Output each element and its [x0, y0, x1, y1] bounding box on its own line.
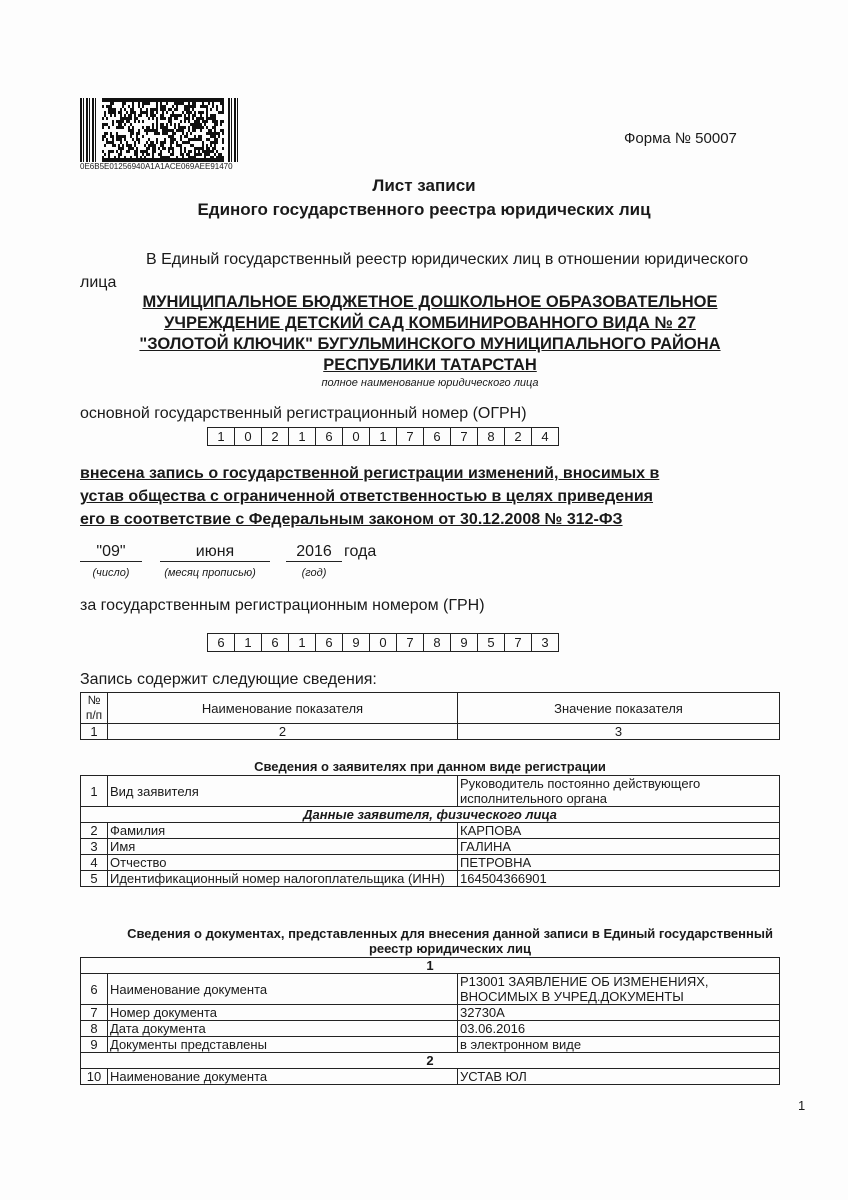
- table-row: [81, 1005, 780, 1021]
- digit-box: 9: [343, 634, 370, 651]
- date-day: "09": [80, 543, 142, 562]
- digit-box: 6: [208, 634, 235, 651]
- entry-line: устав общества с ограниченной ответственностью в целях приведения: [80, 488, 654, 505]
- table-row: [81, 974, 780, 1005]
- documents-table: [80, 957, 780, 1085]
- digit-box: 5: [478, 634, 505, 651]
- row-value: в электронном виде: [458, 1037, 780, 1053]
- contents-label: Запись содержит следующие сведения:: [80, 671, 377, 688]
- table-row: [81, 1037, 780, 1053]
- organization-caption: полное наименование юридического лица: [321, 377, 539, 389]
- row-value: УСТАВ ЮЛ: [458, 1069, 780, 1085]
- digit-box: 3: [541, 635, 549, 650]
- group-label: Данные заявителя, физического лица: [81, 807, 780, 823]
- row-value: 164504366901: [458, 871, 780, 887]
- col-value-header: Значение показателя: [458, 693, 780, 724]
- table-row: [81, 839, 780, 855]
- digit-box: 1: [235, 634, 262, 651]
- digit-box: 2: [262, 428, 289, 445]
- row-label: Номер документа: [108, 1005, 458, 1021]
- table-row: [81, 871, 780, 887]
- digit-box: 8: [424, 634, 451, 651]
- table-row: [81, 855, 780, 871]
- row-label: Наименование документа: [108, 974, 458, 1005]
- ogrn-boxes: [207, 427, 559, 446]
- organization-name: [80, 292, 780, 376]
- page-number: 1: [798, 1098, 806, 1113]
- table-row: [81, 823, 780, 839]
- row-number: 6: [81, 974, 108, 1005]
- row-number: 8: [81, 1021, 108, 1037]
- digit-box: 1: [289, 634, 316, 651]
- org-line: МУНИЦИПАЛЬНОЕ БЮДЖЕТНОЕ ДОШКОЛЬНОЕ ОБРАЗОВАТЕЛЬНОЕ: [142, 293, 718, 311]
- row-number: 10: [81, 1069, 108, 1085]
- col-index: 2: [108, 724, 458, 740]
- title-line2: Единого государственного реестра юридических лиц: [197, 200, 651, 219]
- digit-box: 0: [370, 634, 397, 651]
- applicants-table: [80, 775, 780, 887]
- digit-box: 0: [235, 428, 262, 445]
- group-label: 2: [81, 1053, 780, 1069]
- row-number: 5: [81, 871, 108, 887]
- intro-line1: В Единый государственный реестр юридических лиц в отношении юридического: [146, 251, 749, 268]
- group-row: [81, 1053, 780, 1069]
- table-row: [81, 1069, 780, 1085]
- row-value: Р13001 ЗАЯВЛЕНИЕ ОБ ИЗМЕНЕНИЯХ, ВНОСИМЫХ В УЧРЕД.ДОКУМЕНТЫ: [458, 974, 780, 1005]
- entry-line: его в соответствие с Федеральным законом от 30.12.2008 № 312-ФЗ: [80, 511, 623, 528]
- row-value: 32730А: [458, 1005, 780, 1021]
- row-label: Вид заявителя: [108, 776, 458, 807]
- intro-line2: лица: [80, 274, 117, 291]
- digit-box: 7: [451, 428, 478, 445]
- grn-boxes: [207, 633, 559, 652]
- group-row: [81, 958, 780, 974]
- row-number: 7: [81, 1005, 108, 1021]
- row-value: Руководитель постоянно действующего исполнительного органа: [458, 776, 780, 807]
- org-line: УЧРЕЖДЕНИЕ ДЕТСКИЙ САД КОМБИНИРОВАННОГО ВИДА № 27: [164, 314, 696, 332]
- header-table: [80, 692, 780, 740]
- grn-label: за государственным регистрационным номером (ГРН): [80, 597, 485, 614]
- applicants-title: Сведения о заявителях при данном виде регистрации: [254, 759, 606, 774]
- row-label: Документы представлены: [108, 1037, 458, 1053]
- row-label: Наименование документа: [108, 1069, 458, 1085]
- date-year: 2016: [286, 543, 342, 562]
- ogrn-label: основной государственный регистрационный номер (ОГРН): [80, 405, 527, 422]
- col-index: 3: [458, 724, 780, 740]
- col-num-header: № п/п: [81, 693, 108, 724]
- entry-line: внесена запись о государственной регистрации изменений, вносимых в: [80, 465, 660, 482]
- digit-box: 6: [316, 634, 343, 651]
- documents-title: Сведения о документах, представленных для внесения данной записи в Единый государственный реестр юридических лиц: [127, 926, 773, 956]
- row-number: 4: [81, 855, 108, 871]
- digit-box: 8: [478, 428, 505, 445]
- row-number: 2: [81, 823, 108, 839]
- digit-box: 7: [505, 634, 532, 651]
- group-label: 1: [81, 958, 780, 974]
- digit-box: 0: [343, 428, 370, 445]
- digit-box: 6: [424, 428, 451, 445]
- barcode-code: 0E6B5E01256940A1A1ACE069AEE91470: [80, 162, 233, 171]
- form-number: Форма № 50007: [624, 130, 737, 147]
- row-number: 1: [81, 776, 108, 807]
- row-label: Дата документа: [108, 1021, 458, 1037]
- digit-box: 6: [262, 634, 289, 651]
- row-value: КАРПОВА: [458, 823, 780, 839]
- org-line: "ЗОЛОТОЙ КЛЮЧИК" БУГУЛЬМИНСКОГО МУНИЦИПАЛЬНОГО РАЙОНА: [139, 335, 721, 353]
- digit-box: 9: [451, 634, 478, 651]
- barcode-image: [80, 98, 240, 162]
- col-name-header: Наименование показателя: [108, 693, 458, 724]
- digit-box: 2: [505, 428, 532, 445]
- org-line: РЕСПУБЛИКИ ТАТАРСТАН: [323, 356, 537, 374]
- digit-box: 1: [208, 428, 235, 445]
- date-suffix: года: [344, 543, 377, 560]
- digit-box: 7: [397, 634, 424, 651]
- year-caption: (год): [301, 567, 327, 579]
- row-value: ГАЛИНА: [458, 839, 780, 855]
- group-row: [81, 807, 780, 823]
- digit-box: 1: [289, 428, 316, 445]
- table-row: [81, 1021, 780, 1037]
- row-label: Идентификационный номер налогоплательщика (ИНН): [108, 871, 458, 887]
- digit-box: 1: [370, 428, 397, 445]
- row-number: 9: [81, 1037, 108, 1053]
- row-value: 03.06.2016: [458, 1021, 780, 1037]
- title-line1: Лист записи: [372, 176, 476, 195]
- row-label: Отчество: [108, 855, 458, 871]
- col-index: 1: [81, 724, 108, 740]
- digit-box: 4: [541, 429, 549, 444]
- entry-text: [80, 462, 750, 531]
- day-caption: (число): [92, 567, 130, 579]
- month-caption: (месяц прописью): [164, 567, 256, 579]
- digit-box: 6: [316, 428, 343, 445]
- table-row: [81, 776, 780, 807]
- row-label: Имя: [108, 839, 458, 855]
- digit-box: 7: [397, 428, 424, 445]
- row-label: Фамилия: [108, 823, 458, 839]
- row-number: 3: [81, 839, 108, 855]
- date-month: июня: [160, 543, 270, 562]
- row-value: ПЕТРОВНА: [458, 855, 780, 871]
